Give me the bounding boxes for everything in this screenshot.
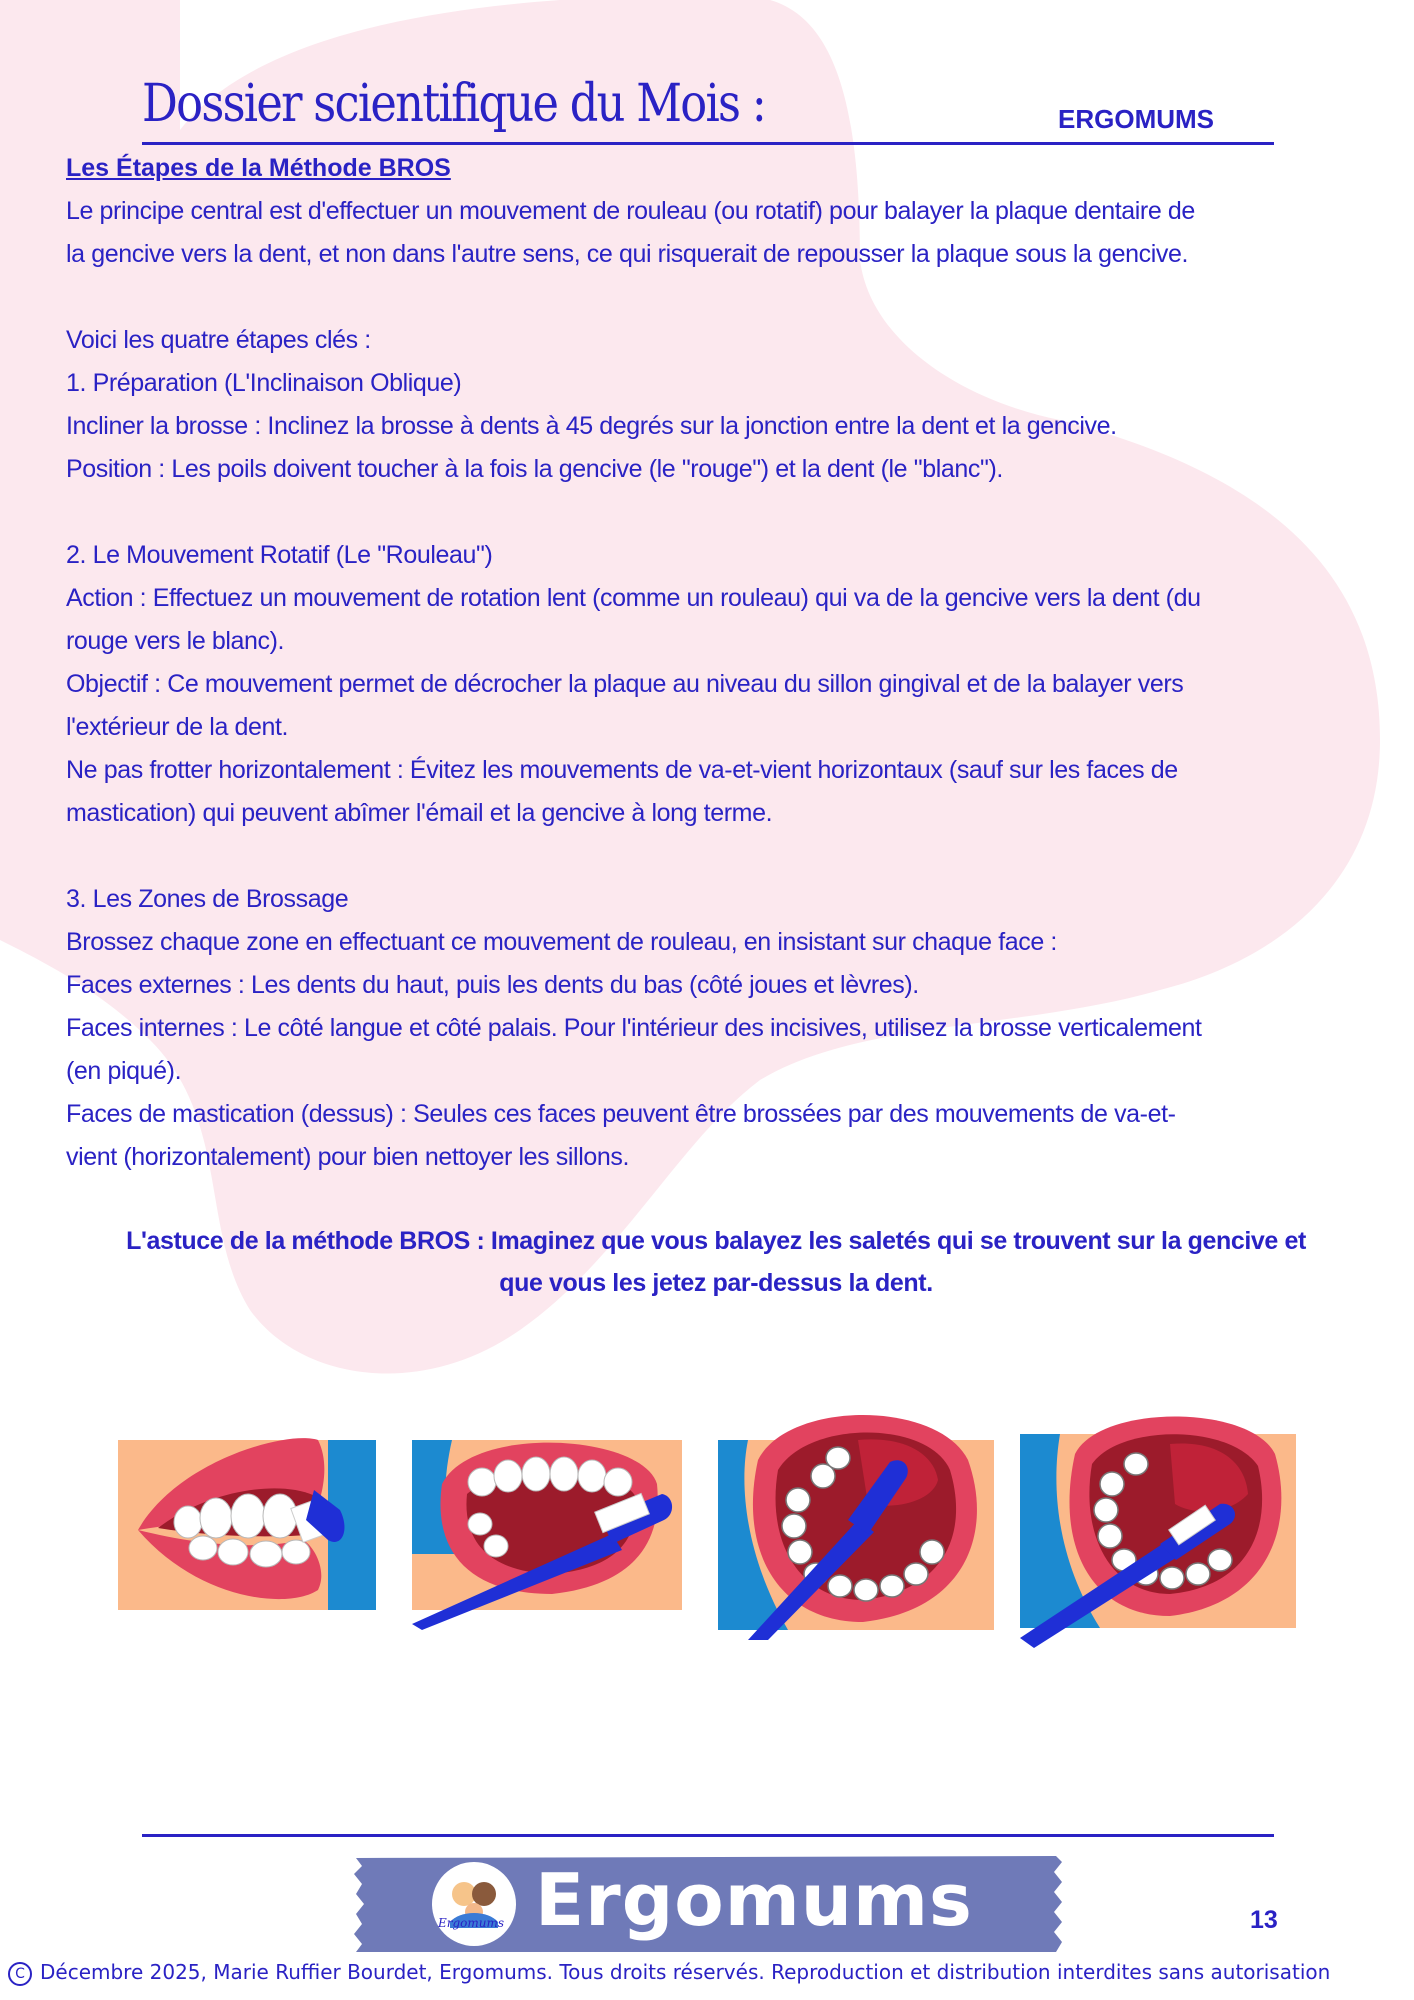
toothbrush-outer-face-illustration [118,1420,376,1630]
bros-tip [66,1220,1366,1304]
paragraph-line: Voici les quatre étapes clés : [66,326,371,354]
ergomums-logo [430,1860,518,1948]
step-heading: 2. Le Mouvement Rotatif (Le "Rouleau") [66,541,493,569]
toothbrush-inner-upper-illustration [718,1400,994,1640]
paragraph-line: Faces externes : Les dents du haut, puis les dents du bas (côté joues et lèvres). [66,971,919,999]
toothbrush-inner-lower-illustration [1020,1404,1296,1648]
footer-banner-text: Ergomums [535,1858,973,1942]
paragraph-line: Brossez chaque zone en effectuant ce mouvement de rouleau, en insistant sur chaque face : [66,928,1057,956]
paragraph-line: Le principe central est d'effectuer un mouvement de rouleau (ou rotatif) pour balayer la plaque dentaire de [66,197,1195,225]
paragraph-line: Objectif : Ce mouvement permet de décrocher la plaque au niveau du sillon gingival et de la balayer vers [66,670,1184,698]
toothbrush-lower-teeth-illustration [412,1424,682,1630]
copyright-text: Décembre 2025, Marie Ruffier Bourdet, Ergomums. Tous droits réservés. Reproduction et distribution interdites sans autorisation [40,1960,1331,1984]
header-brand: ERGOMUMS [1058,104,1214,134]
section-title: Les Étapes de la Méthode BROS [66,154,451,182]
page-header-title: Dossier scientifique du Mois : [142,74,766,134]
footer-divider [142,1834,1274,1837]
logo-text: Ergomums [438,1916,505,1930]
copyright-notice [8,1960,1408,1986]
paragraph-line: Faces de mastication (dessus) : Seules ces faces peuvent être brossées par des mouvements de va-et- [66,1100,1176,1128]
paragraph-line: la gencive vers la dent, et non dans l'autre sens, ce qui risquerait de repousser la plaque sous la gencive. [66,240,1188,268]
paragraph-line: rouge vers le blanc). [66,627,285,655]
step-heading: 1. Préparation (L'Inclinaison Oblique) [66,369,462,397]
paragraph-line: vient (horizontalement) pour bien nettoyer les sillons. [66,1143,630,1171]
paragraph-line: Incliner la brosse : Inclinez la brosse à dents à 45 degrés sur la jonction entre la dent et la gencive. [66,412,1117,440]
paragraph-line: Ne pas frotter horizontalement : Évitez les mouvements de va-et-vient horizontaux (sauf sur les faces de [66,756,1178,784]
page-number: 13 [1250,1906,1278,1934]
tip-line: L'astuce de la méthode BROS : Imaginez que vous balayez les saletés qui se trouvent sur la gencive et [126,1227,1306,1255]
step-heading: 3. Les Zones de Brossage [66,885,349,913]
paragraph-line: mastication) qui peuvent abîmer l'émail et la gencive à long terme. [66,799,773,827]
paragraph-line: Faces internes : Le côté langue et côté palais. Pour l'intérieur des incisives, utilisez la brosse verticalement [66,1014,1202,1042]
tip-line: que vous les jetez par-dessus la dent. [499,1269,933,1297]
body-text [66,190,1366,1179]
paragraph-line: Action : Effectuez un mouvement de rotation lent (comme un rouleau) qui va de la gencive vers la dent (du [66,584,1201,612]
header-divider [142,142,1274,145]
paragraph-line: Position : Les poils doivent toucher à la fois la gencive (le "rouge") et la dent (le "blanc"). [66,455,1003,483]
paragraph-line: (en piqué). [66,1057,182,1085]
paragraph-line: l'extérieur de la dent. [66,713,289,741]
copyright-icon: C [8,1962,32,1986]
